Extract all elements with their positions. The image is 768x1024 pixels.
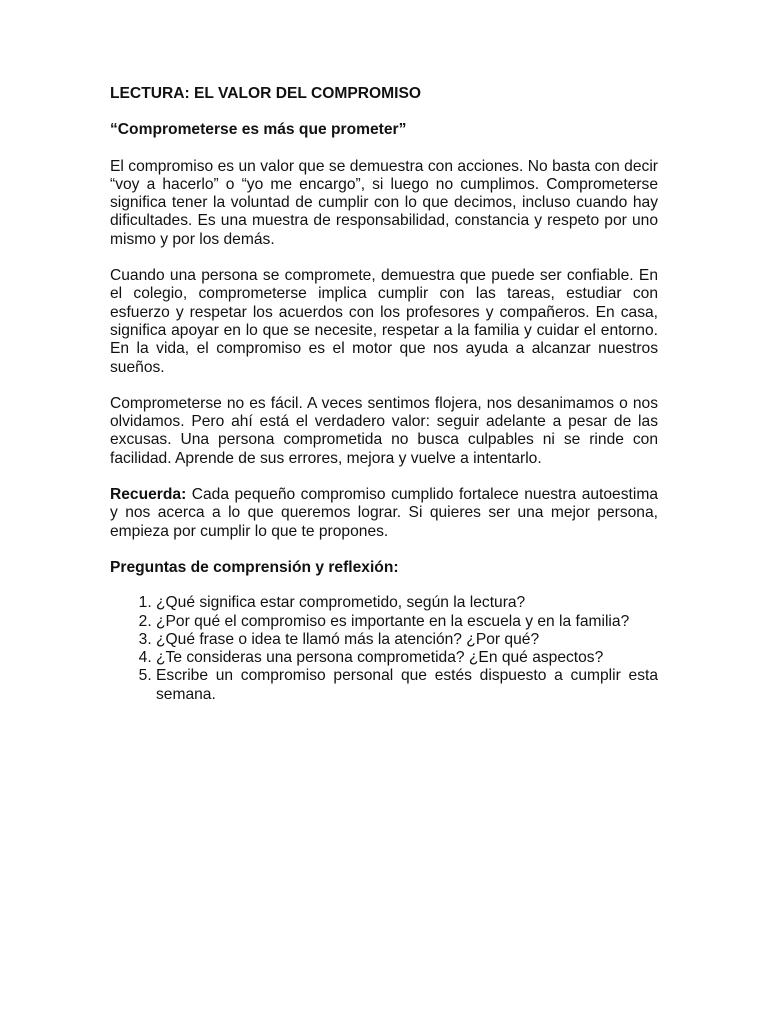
recuerda-paragraph <box>110 486 658 541</box>
question-item: 1. ¿Qué significa estar comprometido, según la lectura? <box>156 594 658 612</box>
recuerda-label: Recuerda: <box>110 486 187 504</box>
question-item: 2. ¿Por qué el compromiso es importante en la escuela y en la familia? <box>156 613 658 631</box>
question-item: 4. ¿Te consideras una persona comprometida? ¿En qué aspectos? <box>156 649 658 667</box>
question-item: 3. ¿Qué frase o idea te llamó más la atención? ¿Por qué? <box>156 631 658 649</box>
questions-list <box>110 594 658 704</box>
document-page <box>110 85 658 704</box>
paragraph-2: Cuando una persona se compromete, demuestra que puede ser confiable. En el colegio, comprometerse implica cumplir con las tareas, estudiar con esfuerzo y respetar los acuerdos con los profesores y compañeros. En casa, significa apoyar en lo que se necesite, respetar a la familia y cuidar el entorno. En la vida, el compromiso es el motor que nos ayuda a alcanzar nuestros sueños. <box>110 267 658 376</box>
document-title: LECTURA: EL VALOR DEL COMPROMISO <box>110 85 422 102</box>
paragraph-3: Comprometerse no es fácil. A veces sentimos flojera, nos desanimamos o nos olvidamos. Pero ahí está el verdadero valor: seguir adelante a pesar de las excusas. Una persona comprometida no busca culpables ni se rinde con facilidad. Aprende de sus errores, mejora y vuelve a intentarlo. <box>110 394 658 467</box>
question-item: 5. Escribe un compromiso personal que estés dispuesto a cumplir esta semana. <box>156 667 658 704</box>
paragraph-1: El compromiso es un valor que se demuestra con acciones. No basta con decir “voy a hacerlo” o “yo me encargo”, si luego no cumplimos. Comprometerse significa tener la voluntad de cumplir con lo que decimos, incluso cuando hay dificultades. Es una muestra de responsabilidad, constancia y respeto por uno mismo y por los demás. <box>110 157 658 248</box>
questions-heading: Preguntas de comprensión y reflexión: <box>110 558 399 576</box>
recuerda-text: Cada pequeño compromiso cumplido fortalece nuestra autoestima y nos acerca a lo que queremos lograr. Si quieres ser una mejor persona, empieza por cumplir lo que te propones. <box>110 486 658 540</box>
document-subtitle: “Comprometerse es más que prometer” <box>110 121 407 139</box>
